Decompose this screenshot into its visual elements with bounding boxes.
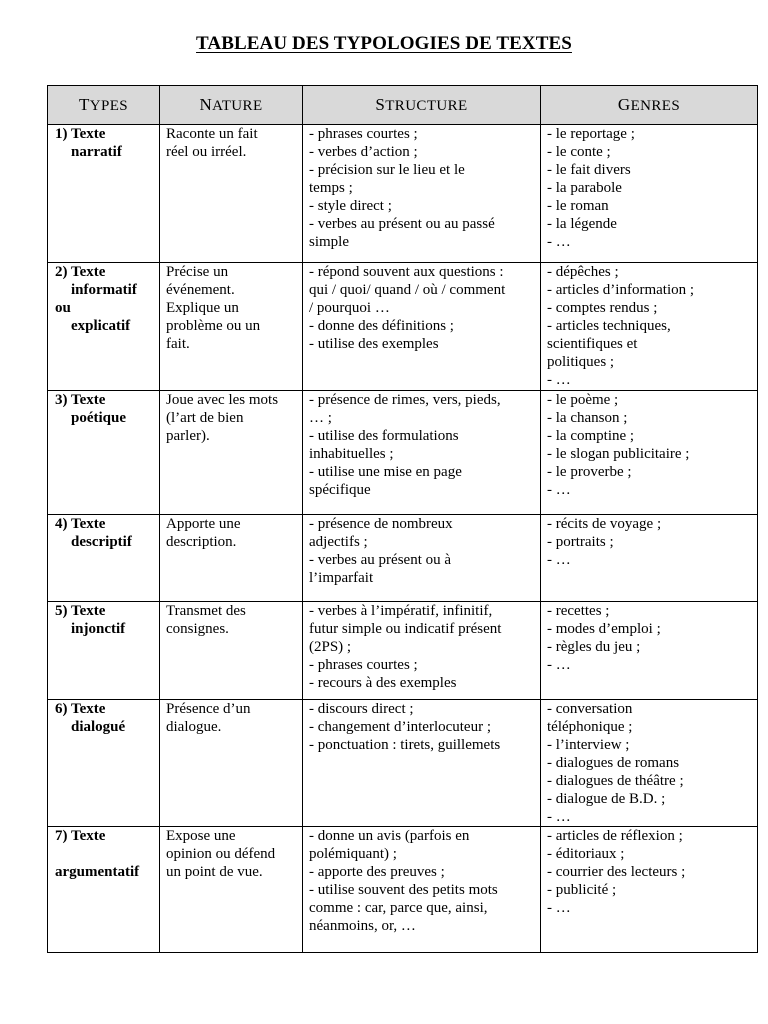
genres-line: - le roman [547,198,609,214]
structure-line: / pourquoi … [309,300,390,316]
structure-line: - donne des définitions ; [309,318,454,334]
structure-line: - verbes au présent ou à [309,552,452,568]
structure-line: inhabituelles ; [309,446,394,462]
genres-line: - courrier des lecteurs ; [547,864,686,880]
type-cell [48,391,160,515]
structure-line: - verbes à l’impératif, infinitif, [309,603,493,619]
header-genres: GENRES [541,86,758,125]
genres-line: - recettes ; [547,603,610,619]
structure-line: qui / quoi/ quand / où / comment [309,282,506,298]
table-row [48,263,758,391]
genres-line: - publicité ; [547,882,617,898]
structure-line: - présence de rimes, vers, pieds, [309,392,501,408]
nature-cell [160,515,303,602]
type-cell [48,602,160,700]
genres-line: - … [547,657,571,673]
structure-line: - ponctuation : tirets, guillemets [309,737,501,753]
structure-line: comme : car, parce que, ainsi, [309,900,488,916]
genres-cell [541,263,758,391]
type-number: 1) Texte [55,126,106,142]
structure-line: - discours direct ; [309,701,414,717]
genres-line: - articles d’information ; [547,282,695,298]
type-number: 3) Texte [55,392,106,408]
type-name: poétique [71,410,127,426]
type-name: ou [55,300,71,316]
genres-line: - récits de voyage ; [547,516,662,532]
genres-line: - … [547,372,571,388]
genres-line: - articles techniques, [547,318,671,334]
type-name: explicatif [71,318,131,334]
type-number: 7) Texte [55,828,106,844]
typology-table [47,85,758,953]
header-structure: STRUCTURE [303,86,541,125]
genres-line: - le slogan publicitaire ; [547,446,690,462]
genres-line: - éditoriaux ; [547,846,625,862]
spacer [55,845,153,863]
structure-line: - utilise des exemples [309,336,439,352]
nature-line: réel ou irréel. [166,144,247,160]
genres-line: - … [547,900,571,916]
header-types: TYPES [48,86,160,125]
genres-line: - le proverbe ; [547,464,632,480]
structure-cell [303,391,541,515]
nature-line: opinion ou défend [166,846,276,862]
genres-cell [541,391,758,515]
structure-line: temps ; [309,180,353,196]
nature-line: Présence d’un [166,701,251,717]
nature-line: Joue avec les mots [166,392,279,408]
genres-line: - le poème ; [547,392,619,408]
structure-line: - présence de nombreux [309,516,453,532]
type-number: 2) Texte [55,264,106,280]
type-name: informatif [71,282,137,298]
genres-line: politiques ; [547,354,615,370]
nature-line: parler). [166,428,210,444]
genres-line: - dialogue de B.D. ; [547,791,666,807]
genres-cell [541,515,758,602]
genres-line: - … [547,809,571,825]
header-nature: NATURE [160,86,303,125]
structure-cell [303,700,541,827]
genres-line: - articles de réflexion ; [547,828,683,844]
structure-line: futur simple ou indicatif présent [309,621,502,637]
nature-line: événement. [166,282,235,298]
structure-line: néanmoins, or, … [309,918,416,934]
type-number: 6) Texte [55,701,106,717]
type-cell [48,515,160,602]
nature-line: (l’art de bien [166,410,244,426]
genres-line: - règles du jeu ; [547,639,641,655]
structure-line: - changement d’interlocuteur ; [309,719,492,735]
nature-line: problème ou un [166,318,261,334]
document-title: TABLEAU DES TYPOLOGIES DE TEXTES [196,33,572,54]
table-row [48,827,758,953]
nature-cell [160,602,303,700]
type-name: dialogué [71,719,126,735]
structure-line: - recours à des exemples [309,675,457,691]
structure-line: spécifique [309,482,371,498]
structure-line: - style direct ; [309,198,392,214]
table-body [48,125,758,953]
structure-line: (2PS) ; [309,639,352,655]
structure-line: l’imparfait [309,570,374,586]
structure-line: simple [309,234,349,250]
type-cell [48,125,160,263]
table-row [48,602,758,700]
type-cell [48,700,160,827]
nature-line: description. [166,534,237,550]
nature-cell [160,125,303,263]
nature-line: dialogue. [166,719,222,735]
genres-line: - … [547,482,571,498]
genres-cell [541,125,758,263]
nature-line: fait. [166,336,190,352]
structure-line: adjectifs ; [309,534,368,550]
genres-line: - dialogues de théâtre ; [547,773,684,789]
structure-line: - verbes d’action ; [309,144,418,160]
type-number: 5) Texte [55,603,106,619]
structure-line: - utilise souvent des petits mots [309,882,498,898]
table-row [48,391,758,515]
type-number: 4) Texte [55,516,106,532]
structure-line: polémiquant) ; [309,846,397,862]
type-name: narratif [71,144,122,160]
genres-line: - la chanson ; [547,410,628,426]
genres-cell [541,827,758,953]
nature-line: Transmet des [166,603,246,619]
nature-line: Raconte un fait [166,126,258,142]
type-name: injonctif [71,621,126,637]
nature-cell [160,827,303,953]
structure-line: - donne un avis (parfois en [309,828,470,844]
table-header-row [48,86,758,125]
structure-cell [303,602,541,700]
nature-line: consignes. [166,621,229,637]
genres-line: - la parabole [547,180,622,196]
genres-line: - le fait divers [547,162,631,178]
nature-line: Explique un [166,300,239,316]
genres-line: - conversation [547,701,633,717]
structure-cell [303,515,541,602]
structure-line: - phrases courtes ; [309,657,418,673]
nature-line: Expose une [166,828,236,844]
genres-line: - comptes rendus ; [547,300,658,316]
structure-cell [303,263,541,391]
genres-line: - le conte ; [547,144,611,160]
table-row [48,515,758,602]
nature-cell [160,700,303,827]
table-row [48,700,758,827]
type-name: argumentatif [55,864,140,880]
genres-line: - la comptine ; [547,428,635,444]
genres-cell [541,602,758,700]
structure-line: … ; [309,410,332,426]
structure-line: - verbes au présent ou au passé [309,216,495,232]
table-row [48,125,758,263]
structure-line: - phrases courtes ; [309,126,418,142]
structure-line: - précision sur le lieu et le [309,162,465,178]
nature-cell [160,391,303,515]
genres-cell [541,700,758,827]
genres-line: - dépêches ; [547,264,619,280]
type-name: descriptif [71,534,132,550]
genres-line: téléphonique ; [547,719,633,735]
genres-line: - modes d’emploi ; [547,621,661,637]
genres-line: - dialogues de romans [547,755,680,771]
structure-cell [303,125,541,263]
type-cell [48,827,160,953]
nature-line: Apporte une [166,516,241,532]
genres-line: - la légende [547,216,617,232]
structure-line: - répond souvent aux questions : [309,264,504,280]
nature-line: Précise un [166,264,229,280]
genres-line: - … [547,234,571,250]
structure-line: - utilise une mise en page [309,464,462,480]
genres-line: - le reportage ; [547,126,635,142]
genres-line: - l’interview ; [547,737,630,753]
structure-line: - apporte des preuves ; [309,864,445,880]
nature-line: un point de vue. [166,864,263,880]
structure-cell [303,827,541,953]
genres-line: scientifiques et [547,336,638,352]
genres-line: - portraits ; [547,534,614,550]
genres-line: - … [547,552,571,568]
type-cell [48,263,160,391]
structure-line: - utilise des formulations [309,428,459,444]
nature-cell [160,263,303,391]
